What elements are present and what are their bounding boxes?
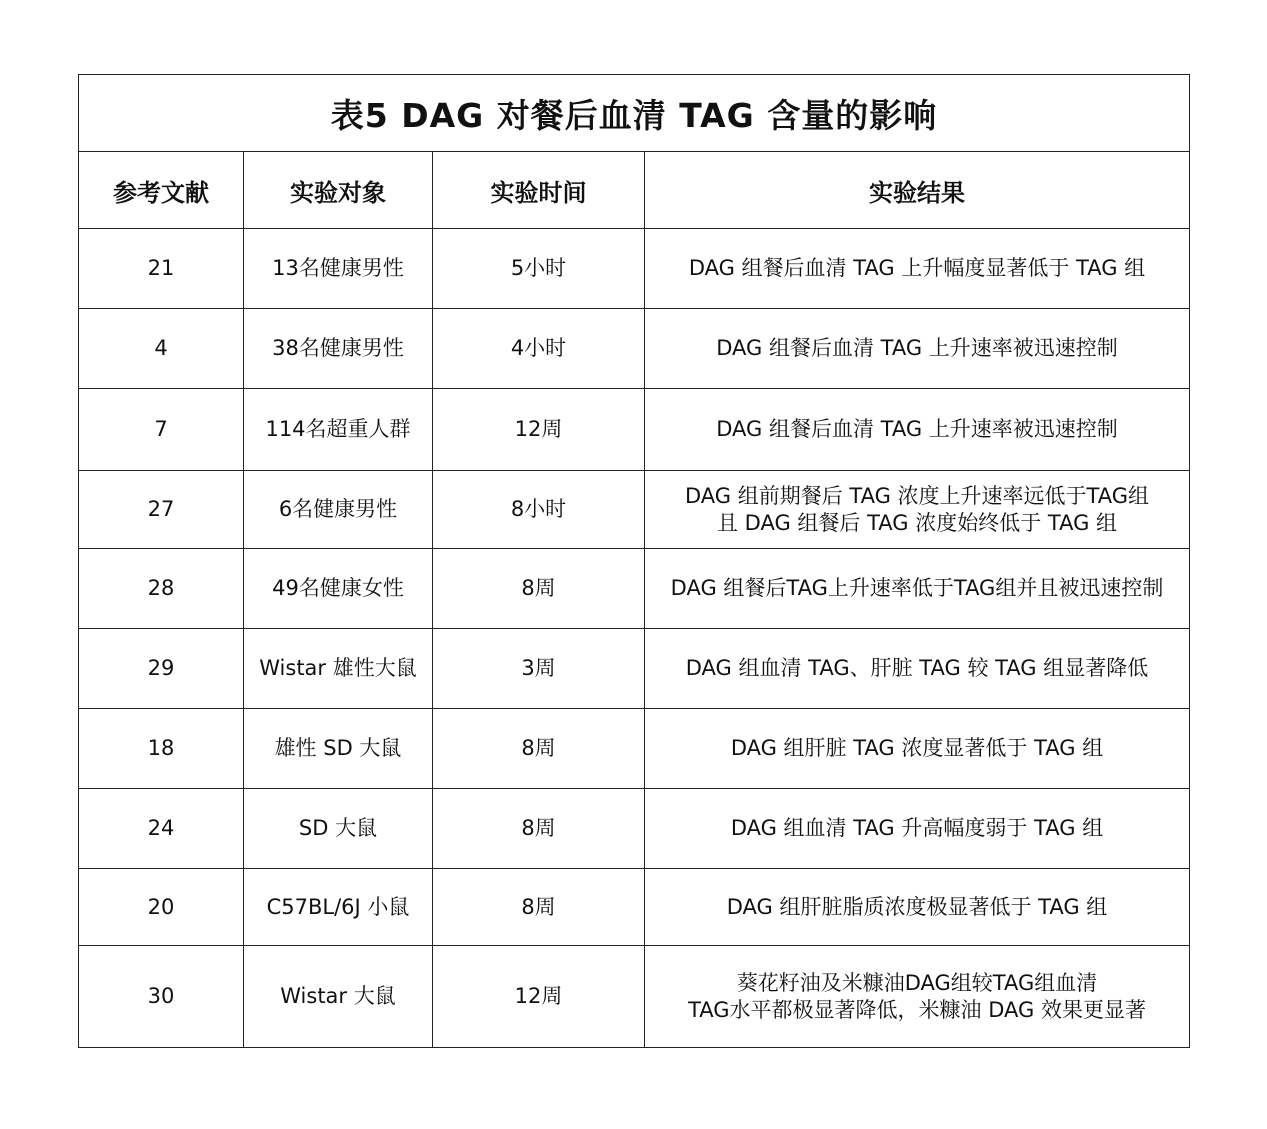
cell-result: [645, 789, 1190, 869]
table-row: [79, 229, 1190, 309]
result-line: DAG 组餐后血清 TAG 上升速率被迅速控制: [716, 417, 1118, 441]
cell-duration: 8周: [433, 709, 645, 789]
cell-subject: C57BL/6J 小鼠: [244, 869, 433, 946]
cell-subject: 6名健康男性: [244, 471, 433, 549]
cell-reference: 7: [79, 389, 244, 471]
cell-reference: 24: [79, 789, 244, 869]
result-line: DAG 组餐后血清 TAG 上升速率被迅速控制: [716, 336, 1118, 360]
cell-reference: 21: [79, 229, 244, 309]
header-row: [79, 152, 1190, 229]
result-line: TAG水平都极显著降低，米糠油 DAG 效果更显著: [688, 997, 1146, 1022]
result-line: 葵花籽油及米糠油DAG组较TAG组血清: [736, 970, 1098, 995]
cell-result: [645, 549, 1190, 629]
header-subject: 实验对象: [244, 152, 433, 229]
result-line: DAG 组餐后血清 TAG 上升幅度显著低于 TAG 组: [688, 256, 1146, 280]
table-row: [79, 389, 1190, 471]
result-line: DAG 组前期餐后 TAG 浓度上升速率远低于TAG组: [684, 483, 1150, 508]
table-row: [79, 549, 1190, 629]
cell-subject: 雄性 SD 大鼠: [244, 709, 433, 789]
cell-subject: SD 大鼠: [244, 789, 433, 869]
result-line: DAG 组血清 TAG 升高幅度弱于 TAG 组: [730, 816, 1104, 840]
header-result: 实验结果: [645, 152, 1190, 229]
cell-reference: 4: [79, 309, 244, 389]
header-duration: 实验时间: [433, 152, 645, 229]
cell-subject: 38名健康男性: [244, 309, 433, 389]
cell-duration: 5小时: [433, 229, 645, 309]
cell-duration: 8周: [433, 789, 645, 869]
cell-result: [645, 229, 1190, 309]
cell-reference: 29: [79, 629, 244, 709]
cell-reference: 18: [79, 709, 244, 789]
table-row: [79, 789, 1190, 869]
table-row: [79, 709, 1190, 789]
cell-subject: Wistar 雄性大鼠: [244, 629, 433, 709]
table-container: [78, 74, 1189, 1048]
table-row: [79, 309, 1190, 389]
cell-duration: 3周: [433, 629, 645, 709]
cell-result: [645, 389, 1190, 471]
result-line: 且 DAG 组餐后 TAG 浓度始终低于 TAG 组: [716, 510, 1118, 535]
results-table: [78, 74, 1190, 1048]
table-row: [79, 869, 1190, 946]
result-line: DAG 组血清 TAG、肝脏 TAG 较 TAG 组显著降低: [685, 656, 1149, 680]
cell-reference: 30: [79, 946, 244, 1048]
table-row: [79, 471, 1190, 549]
cell-subject: 49名健康女性: [244, 549, 433, 629]
header-reference: 参考文献: [79, 152, 244, 229]
cell-duration: 8周: [433, 549, 645, 629]
result-line: DAG 组肝脏脂质浓度极显著低于 TAG 组: [726, 894, 1108, 919]
cell-result: [645, 471, 1190, 549]
table-row: [79, 946, 1190, 1048]
cell-result: [645, 869, 1190, 946]
cell-subject: Wistar 大鼠: [244, 946, 433, 1048]
result-line: DAG 组餐后TAG上升速率低于TAG组并且被迅速控制: [670, 576, 1164, 600]
table-row: [79, 629, 1190, 709]
title-row: [79, 75, 1190, 152]
cell-duration: 12周: [433, 389, 645, 471]
cell-reference: 20: [79, 869, 244, 946]
cell-reference: 28: [79, 549, 244, 629]
cell-subject: 13名健康男性: [244, 229, 433, 309]
cell-subject: 114名超重人群: [244, 389, 433, 471]
cell-result: [645, 629, 1190, 709]
cell-duration: 8周: [433, 869, 645, 946]
cell-result: [645, 946, 1190, 1048]
cell-result: [645, 709, 1190, 789]
cell-result: [645, 309, 1190, 389]
cell-duration: 8小时: [433, 471, 645, 549]
result-line: DAG 组肝脏 TAG 浓度显著低于 TAG 组: [730, 736, 1104, 760]
table-title: 表5 DAG 对餐后血清 TAG 含量的影响: [79, 75, 1190, 152]
cell-duration: 12周: [433, 946, 645, 1048]
cell-reference: 27: [79, 471, 244, 549]
table-body: [79, 229, 1190, 1048]
cell-duration: 4小时: [433, 309, 645, 389]
